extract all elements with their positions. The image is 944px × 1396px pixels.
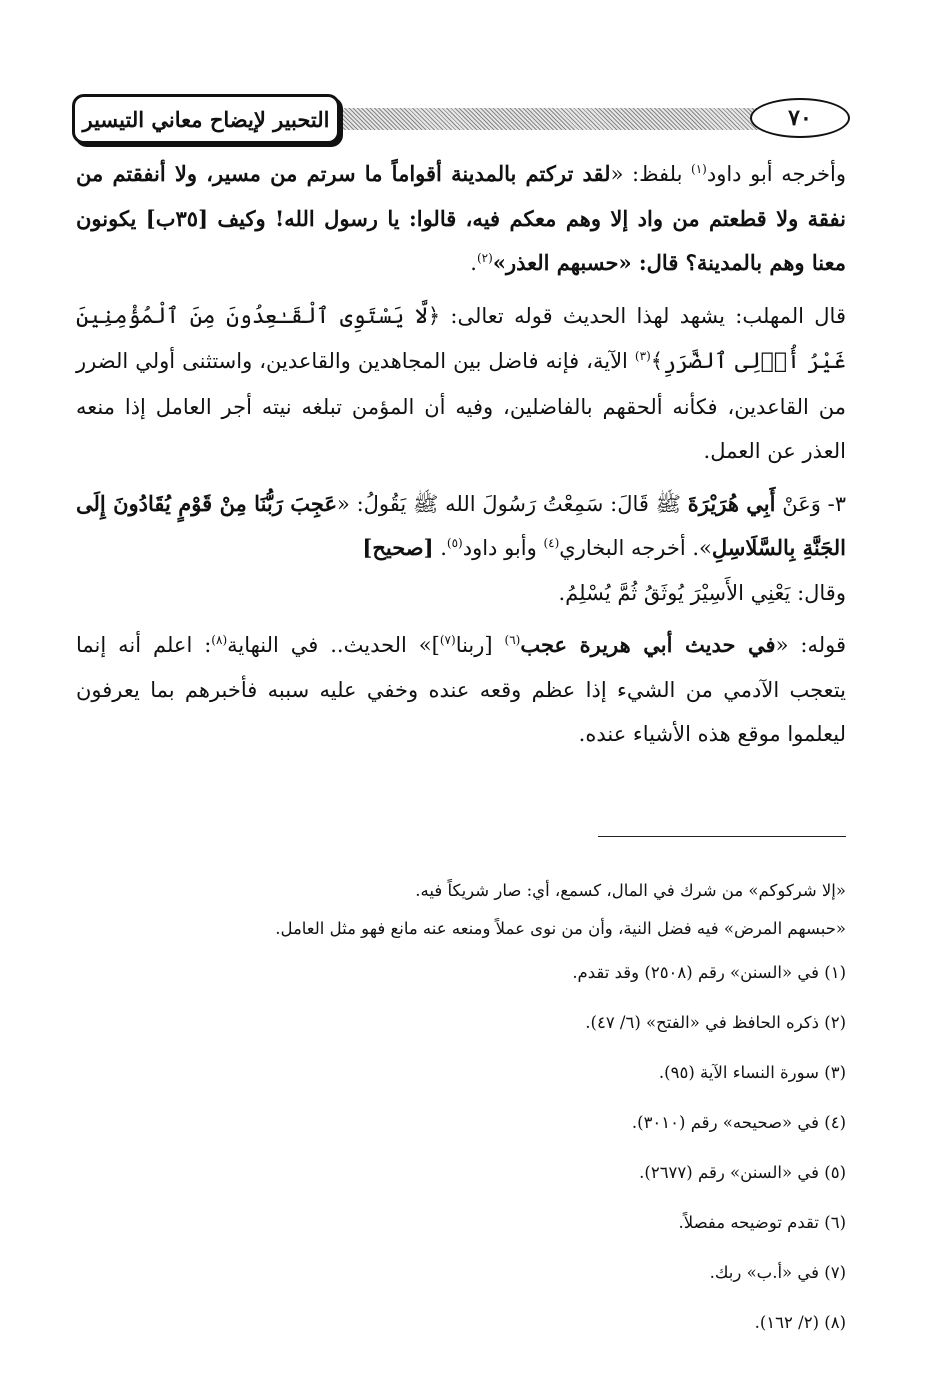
text-run: ﷺ قَالَ: سَمِعْتُ رَسُولَ الله ﷺ يَقُولُ: « <box>337 491 688 516</box>
narrator-name: أَبِي هُرَيْرَةَ <box>687 490 776 516</box>
footnote-divider <box>598 836 846 837</box>
text-run: بلفظ: « <box>610 162 692 186</box>
text-run: قوله: « <box>775 633 846 657</box>
footnote-item: (٧) في «أ.ب» ربك. <box>709 1263 846 1282</box>
text-run: الآية، فإنه فاضل بين المجاهدين والقاعدين، واستثنى أولي الضرر من القاعدين، فكأنه ألحقهم بالفاضلين، وفيه أن المؤمن تبلغه نيته أجر العامل إذا منعه العذر عن العمل. <box>76 349 846 463</box>
text-run: ﴾ <box>650 349 664 373</box>
page-number: ٧٠ <box>750 98 850 138</box>
text-run: وأخرجه أبو داود <box>706 162 846 186</box>
book-title: التحبير لإيضاح معاني التيسير <box>72 94 340 144</box>
footnote-ref: (٢) <box>476 251 493 265</box>
footnote-ref: (٦) <box>504 633 521 647</box>
text-run: : اعلم أنه إنما يتعجب الآدمي من الشيء إذا عظم وقعه عنده وخفي عليه سببه فأخبرهم بما يعرفون ليعلموا موقع هذه الأشياء عنده. <box>76 633 846 746</box>
paragraph-muhallab <box>76 294 846 474</box>
quoted-phrase: في حديث أبي هريرة عجب <box>520 632 776 657</box>
grade-badge: [صحيح] <box>362 535 434 560</box>
quran-verse: لَّا يَسْتَوِى ٱلْقَـٰعِدُونَ مِنَ ٱلْمُؤْمِنِينَ غَيْرُ أُو۟لِى ٱلضَّرَرِ <box>76 303 846 374</box>
text-run: ». أخرجه البخاري <box>559 536 712 560</box>
text-run: ]» الحديث.. في النهاية <box>227 633 440 657</box>
paragraph-hadith-3 <box>76 482 846 571</box>
footnote-item: (٣) سورة النساء الآية (٩٥). <box>658 1063 846 1082</box>
paragraph-abu-dawud <box>76 152 846 286</box>
text-run: وأبو داود <box>462 536 544 560</box>
main-text <box>76 152 846 757</box>
footnote-item: (٥) في «السنن» رقم (٢٦٧٧). <box>639 1163 846 1182</box>
footnotes <box>86 872 846 1348</box>
gloss-line: «إلا شركوكم» من شرك في المال، كسمع، أي: صار شريكاً فيه. <box>415 881 846 900</box>
text-run: . <box>470 251 477 275</box>
page-header <box>72 94 850 150</box>
text-run: [ربنا <box>455 633 505 657</box>
footnote-item: (٢) ذكره الحافظ في «الفتح» (٦/ ٤٧). <box>585 1013 846 1032</box>
footnote-ref: (١) <box>691 162 707 176</box>
footnote-item: (٦) تقدم توضيحه مفصلاً. <box>678 1213 846 1232</box>
footnote-ref: (٧) <box>439 633 456 647</box>
footnote-item: (٨) (٢/ ١٦٢). <box>754 1313 846 1332</box>
hadith-quote: لقد تركتم بالمدينة أقواماً ما سرتم من مسير، ولا أنفقتم من نفقة ولا قطعتم من واد إلا وهم معكم فيه، قالوا: يا رسول الله! وكيف [٣٥ب] يكونون معنا وهم بالمدينة؟ قال: «حسبهم العذر» <box>76 161 846 275</box>
footnote-ref: (٥) <box>446 536 463 550</box>
gloss-line: «حبسهم المرض» فيه فضل النية، وأن من نوى عملاً ومنعه عنه مانع فهو مثل العامل. <box>275 919 846 938</box>
hadith-text: عَجِبَ رَبُّنَا مِنْ قَوْمٍ يُقَادُونَ إِلَى الجَنَّةِ بِالسَّلَاسِلِ <box>76 490 846 560</box>
text-run: ٣- وَعَنْ <box>775 491 847 516</box>
header-hatch-bar <box>332 108 790 130</box>
footnote-ref: (٣) <box>634 349 651 363</box>
footnote-item: (٤) في «صحيحه» رقم (٣٠١٠). <box>631 1113 846 1132</box>
paragraph-commentary <box>76 623 846 757</box>
footnote-ref: (٤) <box>543 536 560 550</box>
paragraph-explanation: وقال: يَعْنِي الأَسِيْرَ يُوثَقُ ثُمَّ يُسْلِمُ. <box>558 580 846 605</box>
text-run: قال المهلب: يشهد لهذا الحديث قوله تعالى: ﴿ <box>427 303 846 328</box>
footnote-item: (١) في «السنن» رقم (٢٥٠٨) وقد تقدم. <box>572 963 846 982</box>
footnote-ref: (٨) <box>211 633 228 647</box>
text-run: . <box>433 536 447 560</box>
